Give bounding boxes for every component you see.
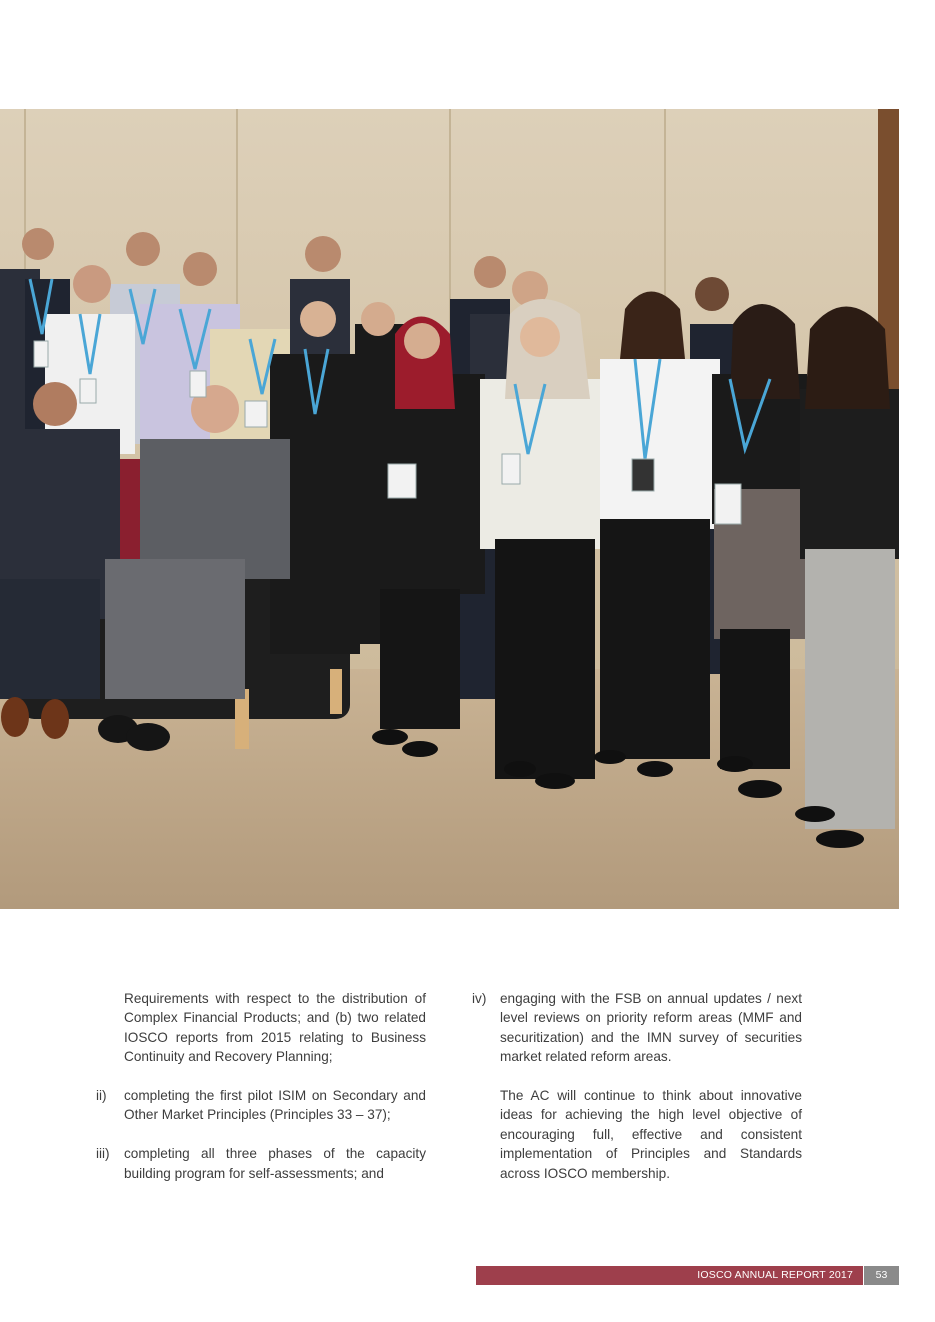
list-text: completing the first pilot ISIM on Secondary and Other Market Principles (Principles 33 – 37); [124, 1088, 426, 1123]
left-text-column [96, 989, 426, 1202]
list-number: ii) [96, 1088, 107, 1104]
list-number: iii) [96, 1146, 110, 1162]
list-item [472, 989, 802, 1067]
list-item [96, 1144, 426, 1183]
continuation-paragraph: Requirements with respect to the distribution of Complex Financial Products; and (b) two related IOSCO reports from 2015 relating to Business Continuity and Recovery Planning; [124, 991, 426, 1065]
list-text: completing all three phases of the capacity building program for self-assessments; and [124, 1146, 426, 1181]
group-photo [0, 109, 899, 909]
footer-report-title: IOSCO ANNUAL REPORT 2017 [476, 1266, 863, 1285]
right-text-column [472, 989, 802, 1183]
list-number: iv) [472, 991, 487, 1006]
group-photo-icon [0, 109, 899, 909]
page-number: 53 [864, 1266, 899, 1285]
list-item [96, 1086, 426, 1125]
list-text: engaging with the FSB on annual updates / next level reviews on priority reform areas (MMF and securitization) and the IMN survey of securities market related reform areas. [500, 991, 802, 1065]
closing-paragraph: The AC will continue to think about innovative ideas for achieving the high level objective of encouraging full, effective and consistent implementation of Principles and Standards across IOSCO membership. [500, 1088, 802, 1181]
